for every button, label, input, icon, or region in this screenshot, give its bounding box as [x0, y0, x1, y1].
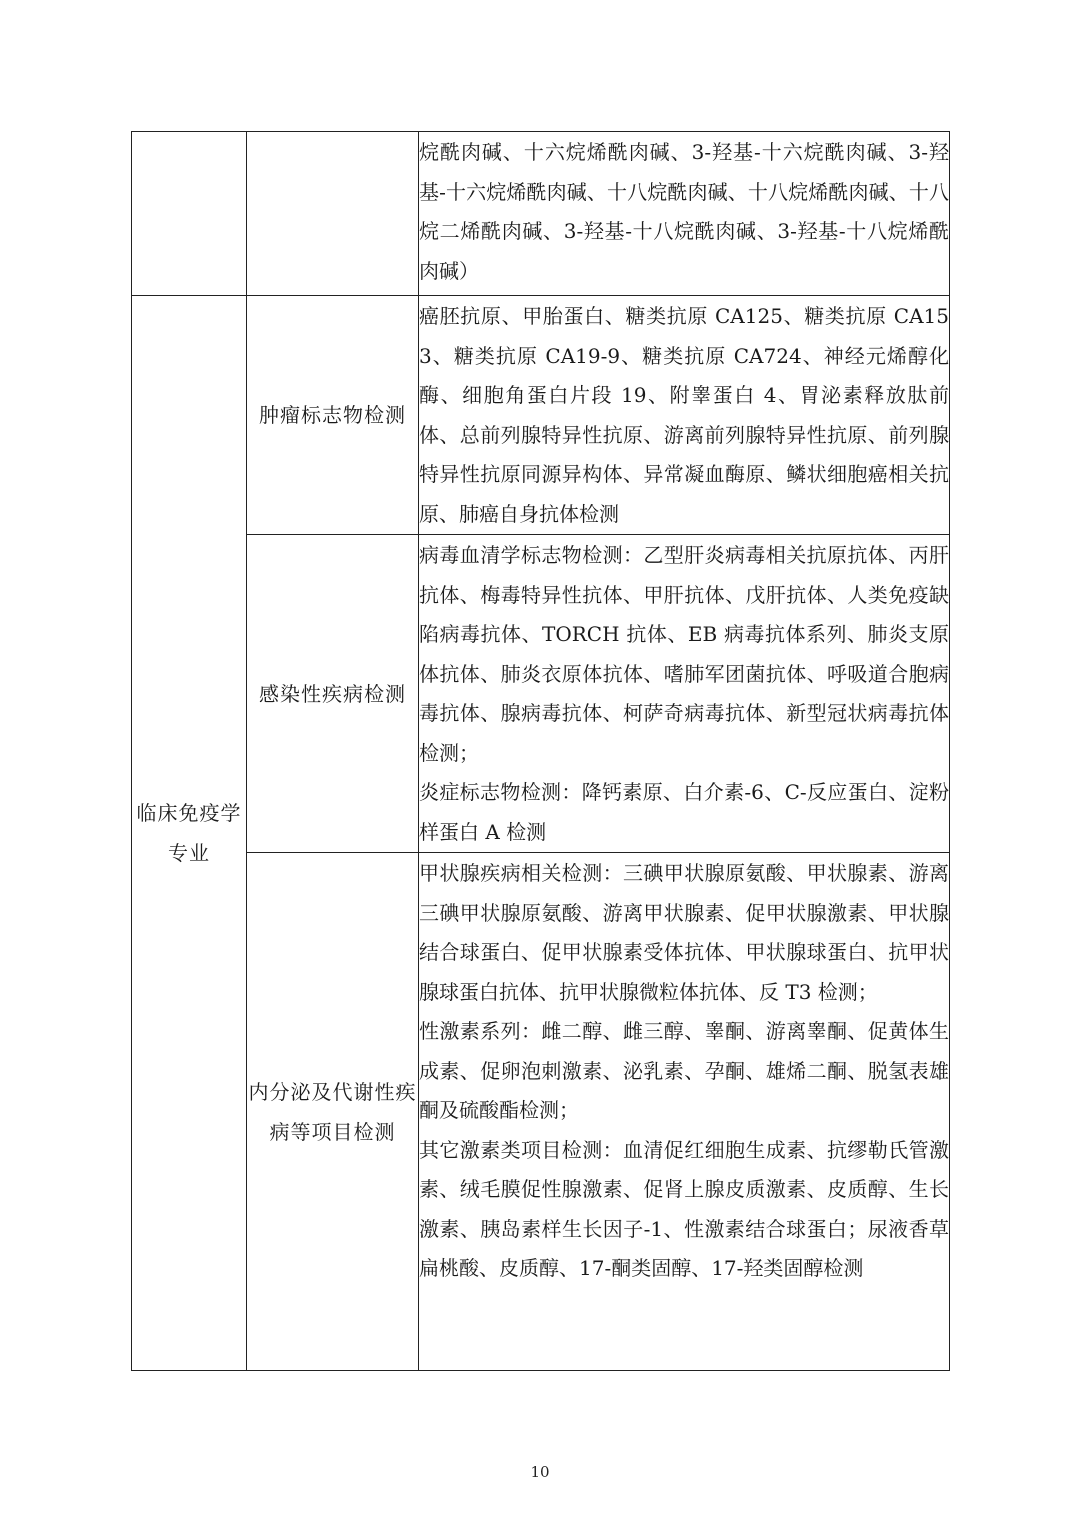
subcategory-cell: [247, 853, 419, 1371]
subcategory-label: 肿瘤标志物检测: [259, 403, 406, 427]
content-cell: [419, 132, 950, 296]
subcategory-cell: [247, 535, 419, 853]
content-paragraph: 甲状腺疾病相关检测：三碘甲状腺原氨酸、甲状腺素、游离三碘甲状腺原氨酸、游离甲状腺素、促甲状腺激素、甲状腺结合球蛋白、促甲状腺素受体抗体、甲状腺球蛋白、抗甲状腺球蛋白抗体、抗甲状腺微粒体抗体、反 T3 检测；: [419, 861, 949, 1004]
category-cell: [132, 296, 247, 1371]
content-cell: [419, 853, 950, 1371]
subcategory-label: 感染性疾病检测: [259, 681, 406, 706]
content-paragraph: 炎症标志物检测：降钙素原、白介素-6、C-反应蛋白、淀粉样蛋白 A 检测: [419, 780, 949, 844]
content-cell: [419, 296, 950, 535]
content-paragraph: 癌胚抗原、甲胎蛋白、糖类抗原 CA125、糖类抗原 CA153、糖类抗原 CA19-9、糖类抗原 CA724、神经元烯醇化酶、细胞角蛋白片段 19、附睾蛋白 4、胃泌素释放肽前体、总前列腺特异性抗原、游离前列腺特异性抗原、前列腺特异性抗原同源异构体、异常凝血酶原、鳞状细胞癌相关抗原、肺癌自身抗体检测: [419, 304, 949, 526]
table-row: [132, 535, 950, 853]
table-row: [132, 853, 950, 1371]
content-paragraph: 病毒血清学标志物检测：乙型肝炎病毒相关抗原抗体、丙肝抗体、梅毒特异性抗体、甲肝抗体、戊肝抗体、人类免疫缺陷病毒抗体、TORCH 抗体、EB 病毒抗体系列、肺炎支原体抗体、肺炎衣原体抗体、嗜肺军团菌抗体、呼吸道合胞病毒抗体、腺病毒抗体、柯萨奇病毒抗体、新型冠状病毒抗体检测；: [419, 543, 949, 765]
category-label: 临床免疫学专业: [136, 801, 242, 865]
subcategory-cell: [247, 296, 419, 535]
content-paragraph: 其它激素类项目检测：血清促红细胞生成素、抗缪勒氏管激素、绒毛膜促性腺激素、促肾上腺皮质激素、皮质醇、生长激素、胰岛素样生长因子-1、性激素结合球蛋白；尿液香草扁桃酸、皮质醇、17-酮类固醇、17-羟类固醇检测: [419, 1137, 949, 1280]
table-row: [132, 296, 950, 535]
specialty-table: [131, 131, 950, 1371]
subcategory-label: 内分泌及代谢性疾病等项目检测: [248, 1079, 417, 1144]
content-paragraph: 烷酰肉碱、十六烷烯酰肉碱、3-羟基-十六烷酰肉碱、3-羟基-十六烷烯酰肉碱、十八烷酰肉碱、十八烷烯酰肉碱、十八烷二烯酰肉碱、3-羟基-十八烷酰肉碱、3-羟基-十八烷烯酰肉碱）: [419, 140, 949, 283]
content-cell: [419, 535, 950, 853]
table-row: [132, 132, 950, 296]
page-number: 10: [530, 1463, 550, 1481]
content-paragraph: 性激素系列：雌二醇、雌三醇、睾酮、游离睾酮、促黄体生成素、促卵泡刺激素、泌乳素、孕酮、雄烯二酮、脱氢表雄酮及硫酸酯检测；: [419, 1019, 949, 1122]
subcategory-cell-empty: [247, 132, 419, 296]
category-cell-empty: [132, 132, 247, 296]
